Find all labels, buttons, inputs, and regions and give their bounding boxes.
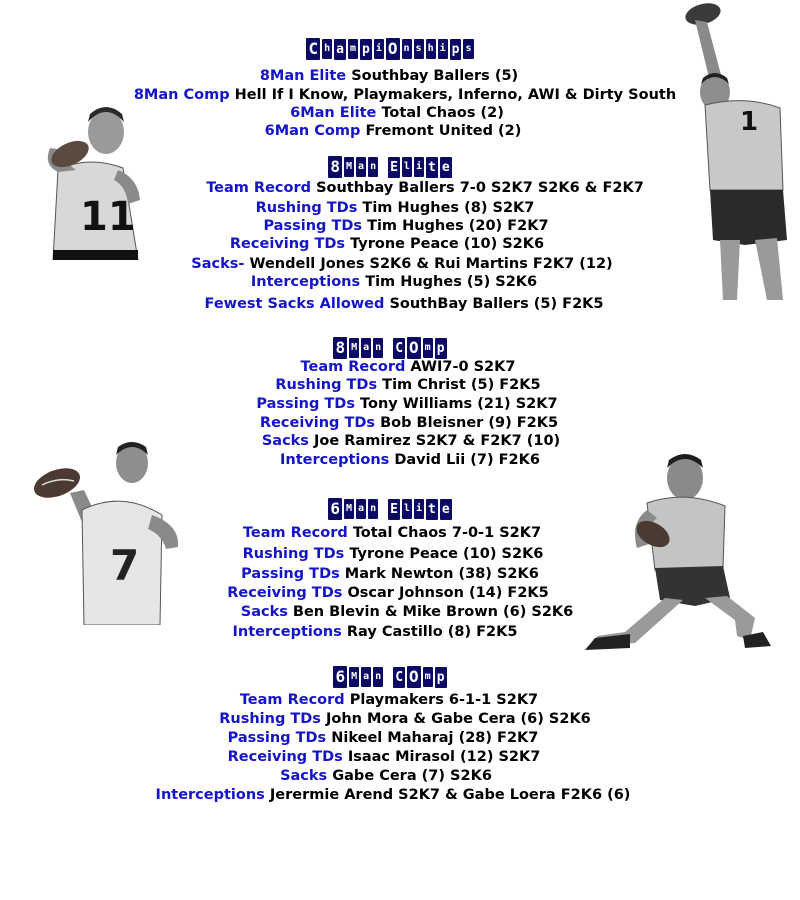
record-line	[0, 767, 786, 785]
record-label: Interceptions	[250, 274, 361, 290]
record-value: Southbay Ballers 7-0 S2K7 S2K6 & F2K7	[316, 180, 644, 196]
record-label: Receiving TDs	[259, 415, 376, 431]
record-value: Ben Blevin & Mike Brown (6) S2K6	[292, 604, 574, 620]
record-value: Tim Hughes (5) S2K6	[365, 274, 538, 290]
record-value: AWI7-0 S2K7	[410, 359, 516, 375]
record-value: John Mora & Gabe Cera (6) S2K6	[326, 711, 591, 727]
record-value: Wendell Jones S2K6 & Rui Martins F2K7 (12)	[249, 256, 613, 272]
record-value: Total Chaos 7-0-1 S2K7	[352, 525, 542, 541]
record-value: SouthBay Ballers (5) F2K5	[389, 296, 604, 312]
record-line	[10, 451, 800, 469]
record-value: Jerermie Arend S2K7 & Gabe Loera F2K6 (6)	[269, 787, 631, 803]
championship-label: 6Man Elite	[290, 105, 377, 121]
record-value: Isaac Mirasol (12) S2K7	[347, 749, 541, 765]
record-label: Passing TDs	[256, 396, 355, 412]
record-line	[4, 295, 800, 313]
record-label: Fewest Sacks Allowed	[204, 296, 385, 312]
record-label: Rushing TDs	[219, 711, 321, 727]
championship-label: 8Man Comp	[133, 87, 230, 103]
record-value: Tim Christ (5) F2K5	[382, 377, 541, 393]
record-label: Interceptions	[232, 624, 342, 640]
record-label: Sacks-	[191, 256, 245, 272]
championship-value: Total Chaos (2)	[381, 105, 504, 121]
record-value: Tyrone Peace (10) S2K6	[350, 236, 545, 252]
championship-value: Hell If I Know, Playmakers, Inferno, AWI & Dirty South	[234, 87, 677, 103]
record-line	[0, 545, 793, 563]
svg-text:11: 11	[80, 194, 136, 240]
record-label: Rushing TDs	[275, 377, 378, 393]
svg-text:1: 1	[740, 107, 759, 137]
record-value: Nikeel Maharaj (28) F2K7	[331, 730, 539, 746]
record-value: Joe Ramirez S2K7 & F2K7 (10)	[314, 433, 561, 449]
championship-line	[0, 67, 789, 85]
record-line	[6, 217, 800, 235]
svg-text:7: 7	[110, 541, 140, 590]
record-line	[11, 432, 800, 450]
record-value: Tony Williams (21) S2K7	[360, 396, 558, 412]
record-line	[8, 376, 800, 394]
record-label: Passing TDs	[241, 566, 340, 582]
record-line	[0, 235, 787, 253]
record-line	[0, 786, 793, 804]
record-value: Tim Hughes (20) F2K7	[367, 218, 549, 234]
record-line	[0, 623, 775, 641]
championship-value: Fremont United (2)	[365, 123, 522, 139]
record-value: Playmakers 6-1-1 S2K7	[349, 692, 539, 708]
record-value: Tyrone Peace (10) S2K6	[349, 546, 544, 562]
record-label: Passing TDs	[227, 730, 327, 746]
record-label: Rushing TDs	[242, 546, 345, 562]
record-line	[7, 395, 800, 413]
championship-label: 6Man Comp	[264, 123, 361, 139]
record-label: Interceptions	[155, 787, 265, 803]
record-line	[7, 603, 800, 621]
record-line	[0, 748, 784, 766]
record-value: David Lii (7) F2K6	[394, 452, 540, 468]
record-line	[0, 691, 789, 709]
eight-man-elite-heading: 8 M a n E l i t e	[330, 157, 450, 176]
six-man-elite-heading: 6 M a n E l i t e	[330, 499, 450, 518]
record-label: Rushing TDs	[255, 200, 358, 216]
eight-man-comp-heading: 8 M a n C O m p	[335, 338, 445, 357]
record-label: Receiving TDs	[229, 236, 346, 252]
six-man-comp-heading: 6 M a n C O m p	[335, 667, 445, 686]
record-label: Team Record	[300, 359, 406, 375]
record-label: Interceptions	[280, 452, 390, 468]
record-label: Team Record	[239, 692, 345, 708]
record-label: Passing TDs	[263, 218, 362, 234]
record-label: Team Record	[206, 180, 312, 196]
record-line	[0, 584, 788, 602]
record-line	[9, 414, 800, 432]
championship-line	[5, 86, 800, 104]
record-line	[0, 273, 794, 291]
record-label: Sacks	[240, 604, 288, 620]
record-value: Bob Bleisner (9) F2K5	[380, 415, 559, 431]
record-line	[0, 565, 790, 583]
championship-line	[0, 122, 793, 140]
record-line	[5, 710, 800, 728]
record-label: Sacks	[261, 433, 309, 449]
record-line	[0, 729, 783, 747]
record-label: Team Record	[242, 525, 348, 541]
record-line	[0, 199, 795, 217]
record-value: Ray Castillo (8) F2K5	[346, 624, 518, 640]
record-value: Gabe Cera (7) S2K6	[332, 768, 492, 784]
championship-value: Southbay Ballers (5)	[351, 68, 519, 84]
record-line	[25, 179, 800, 197]
record-value: Mark Newton (38) S2K6	[344, 566, 539, 582]
championship-line	[0, 104, 797, 122]
record-label: Sacks	[280, 768, 328, 784]
record-line	[2, 255, 800, 273]
record-line	[0, 524, 792, 542]
championships-heading: C h a m p i O n s h i p s	[308, 39, 472, 58]
championship-label: 8Man Elite	[259, 68, 347, 84]
record-value: Oscar Johnson (14) F2K5	[347, 585, 549, 601]
record-line	[8, 358, 800, 376]
record-label: Receiving TDs	[227, 585, 343, 601]
record-label: Receiving TDs	[227, 749, 343, 765]
record-value: Tim Hughes (8) S2K7	[362, 200, 535, 216]
